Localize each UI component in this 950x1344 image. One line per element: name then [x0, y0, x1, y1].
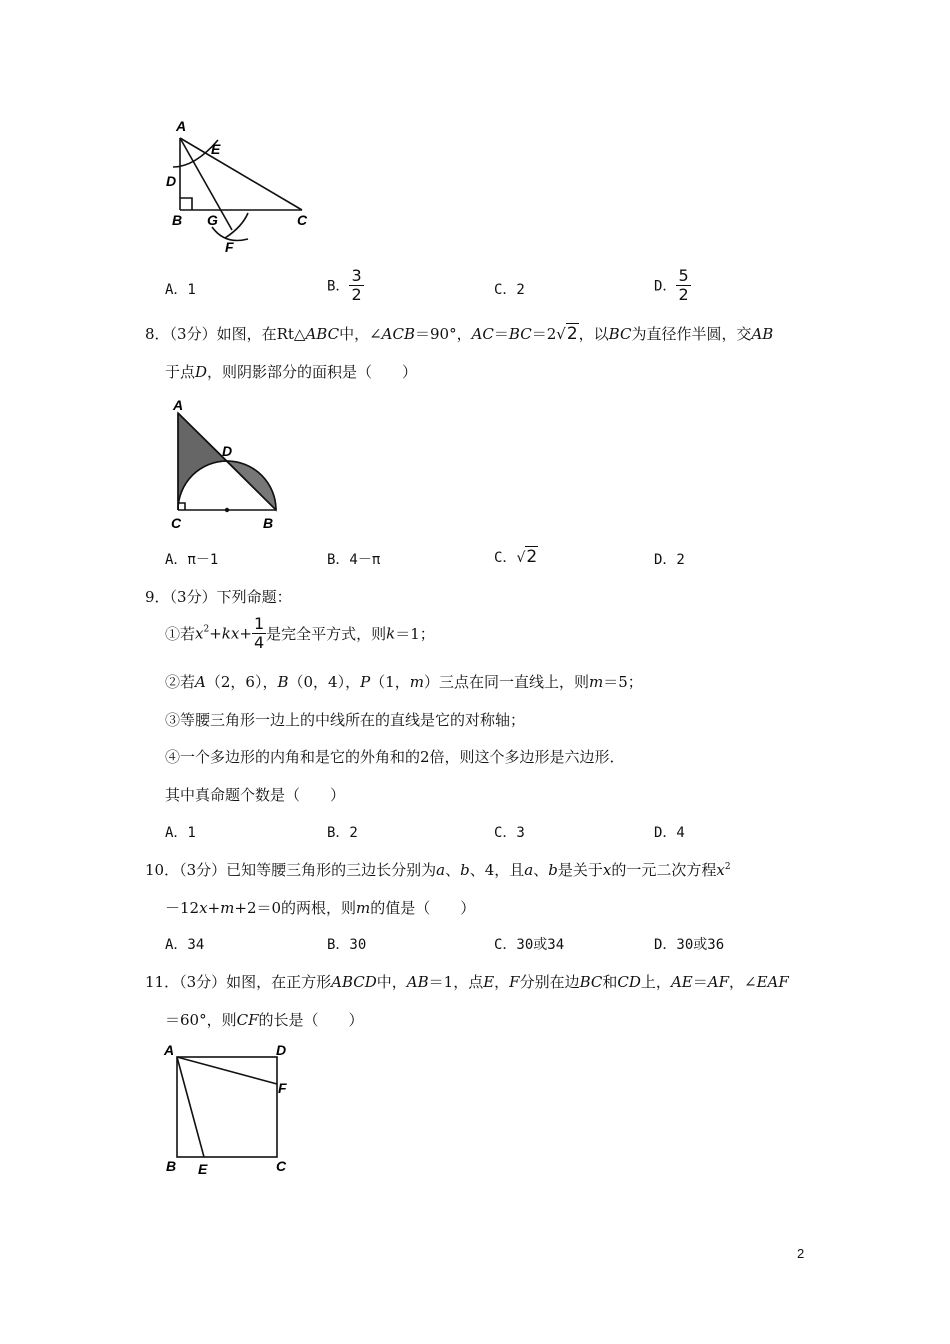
q9-ask: 其中真命题个数是（ ）	[165, 786, 346, 804]
q9-statement-4: ④一个多边形的内角和是它的外角和的2倍，则这个多边形是六边形．	[165, 748, 625, 766]
q11-label-e: E	[198, 1161, 208, 1177]
q11-question-line2: ＝60°，则CF的长是（ ）	[165, 1011, 364, 1029]
q11-label-b: B	[166, 1158, 177, 1174]
q11-label-f: F	[278, 1080, 287, 1096]
q7-label-a: A	[176, 118, 187, 134]
q8-option-c[interactable]: C．√2	[494, 547, 538, 567]
q7-side-ac	[180, 138, 302, 210]
q11-line-ae	[177, 1057, 204, 1157]
q10-question-line2: －12x+m+2＝0的两根，则m的值是（ ）	[165, 899, 476, 917]
q7-option-b-letter: B．	[327, 278, 350, 295]
page-number: 2	[797, 1246, 805, 1261]
q11-label-d: D	[276, 1042, 287, 1058]
q7-option-a[interactable]: A．1	[165, 282, 196, 298]
q8-sqrt: √2	[556, 324, 578, 344]
q7-figure	[150, 115, 340, 260]
q8-figure	[160, 395, 290, 535]
q9-option-b[interactable]: B．2	[327, 825, 358, 841]
q8-label-c: C	[171, 515, 182, 531]
q9-option-c[interactable]: C．3	[494, 825, 525, 841]
q9-option-d[interactable]: D．4	[654, 825, 685, 841]
q11-line-af	[177, 1057, 277, 1084]
q7-arc-f-2	[225, 213, 248, 238]
q8-label-a: A	[173, 397, 184, 413]
q7-option-d-fraction: $\frac{5}{2}$	[678, 266, 689, 304]
q7-option-d-letter: D．	[654, 278, 677, 295]
q7-option-d[interactable]	[654, 268, 691, 303]
q8-question-line2: 于点D，则阴影部分的面积是（ ）	[165, 363, 418, 381]
q11-question-line1: 11．（3分）如图，在正方形ABCD中，AB＝1，点E，F分别在边BC和CD上，AE＝AF，∠EAF	[145, 973, 789, 991]
q7-option-b[interactable]	[327, 268, 364, 303]
q9-statement-3: ③等腰三角形一边上的中线所在的直线是它的对称轴；	[165, 711, 526, 729]
q8-question-line1: 8．（3分）如图，在Rt△ABC中，∠ACB＝90°，AC＝BC＝2√2，以BC为直径作半圆，交AB	[145, 324, 774, 344]
q10-option-b[interactable]: B．30	[327, 937, 367, 953]
q10-option-a[interactable]: A．34	[165, 937, 205, 953]
q7-label-c: C	[297, 212, 308, 228]
q8-option-d[interactable]: D．2	[654, 552, 685, 568]
q9-title: 9．（3分）下列命题：	[145, 588, 292, 606]
q7-option-c[interactable]: C．2	[494, 282, 525, 298]
q8-option-c-sqrt: √2	[516, 547, 538, 567]
q11-figure	[160, 1035, 300, 1180]
q10-question-line1: 10．（3分）已知等腰三角形的三边长分别为a、b、4，且a、b是关于x的一元二次方程$x^2$	[145, 861, 731, 879]
q9-statement-2: ②若A（2，6），B（0，4），P（1，m）三点在同一直线上，则m＝5；	[165, 673, 643, 691]
q7-label-e: E	[211, 141, 221, 157]
q11-label-c: C	[276, 1158, 287, 1174]
q9-fraction: $\frac{1}{4}$	[253, 614, 265, 652]
q8-option-a[interactable]: A．π－1	[165, 552, 219, 568]
q7-label-b: B	[172, 212, 183, 228]
q7-option-b-fraction: $\frac{3}{2}$	[351, 266, 362, 304]
q7-right-angle-mark	[180, 198, 192, 210]
q7-label-d: D	[166, 173, 177, 189]
q8-option-b[interactable]: B．4－π	[327, 552, 381, 568]
q10-option-c[interactable]: C．30或34	[494, 937, 565, 953]
q8-label-b: B	[263, 515, 274, 531]
q8-center-point	[225, 508, 229, 512]
q10-option-d[interactable]: D．30或36	[654, 937, 725, 953]
q9-statement-1: ①若$x^2+kx+$ $\frac{1}{4}$ 是完全平方式，则k＝1；	[165, 614, 435, 652]
q11-label-a: A	[164, 1042, 175, 1058]
q7-label-f: F	[225, 239, 234, 255]
q8-label-d: D	[222, 443, 233, 459]
q9-option-a[interactable]: A．1	[165, 825, 196, 841]
q7-label-g: G	[207, 212, 218, 228]
q11-square	[177, 1057, 277, 1157]
